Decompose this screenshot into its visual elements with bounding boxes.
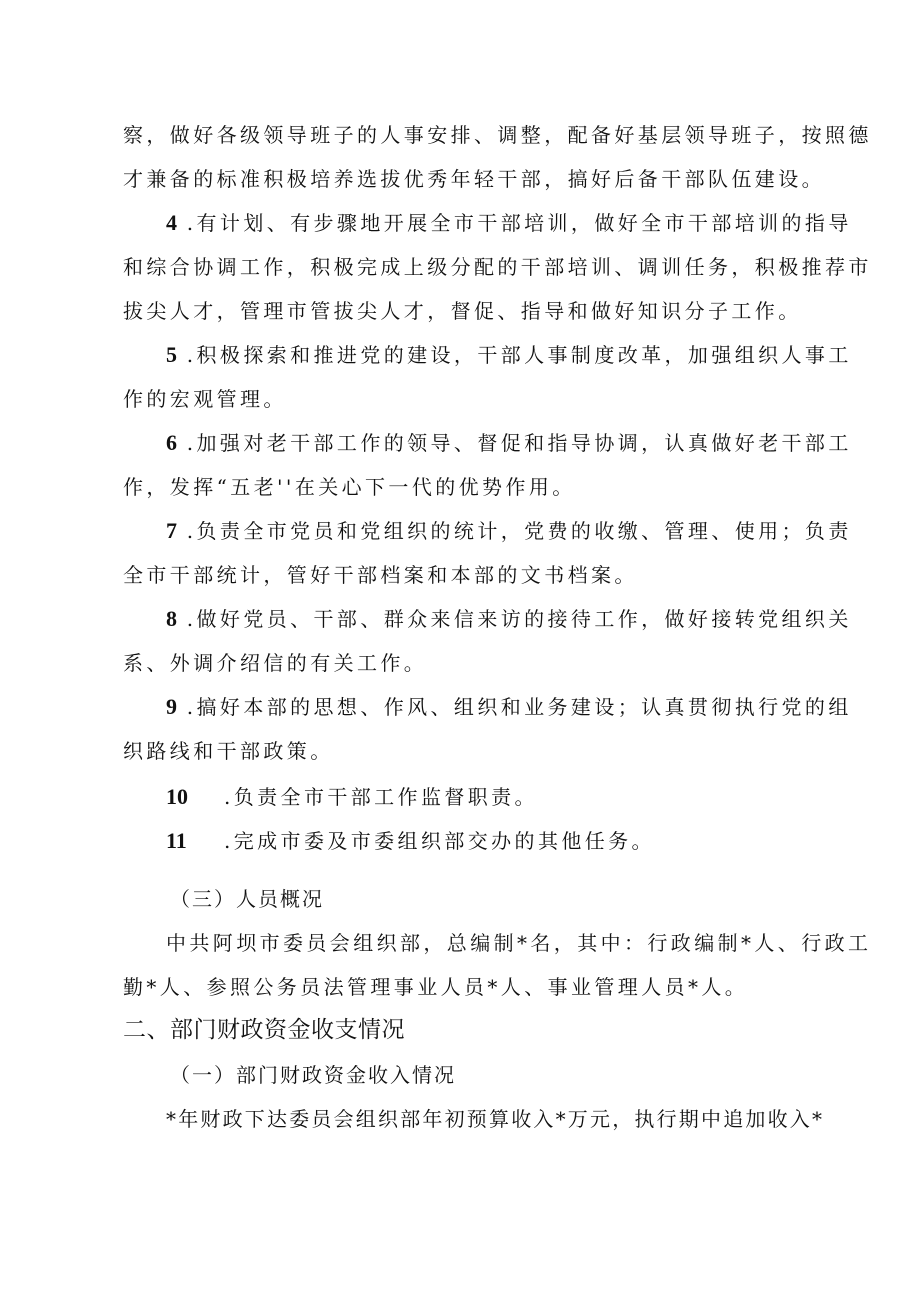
item-text: .有计划、有步骤地开展全市干部培训，做好全市干部培训的指导 [177,211,852,235]
paragraph-line: 中共阿坝市委员会组织部，总编制*名，其中：行政编制*人、行政工 [166,931,872,955]
item-number: 10 [166,784,188,809]
paragraph-line: 勤*人、参照公务员法管理事业人员*人、事业管理人员*人。 [123,975,749,999]
list-item-10 [166,782,856,812]
paragraph-line: *年财政下达委员会组织部年初预算收入*万元，执行期中追加收入* [166,1107,825,1131]
list-item-4 [166,208,856,238]
list-item-8 [166,604,856,634]
text-line: 系、外调介绍信的有关工作。 [123,651,428,675]
section-heading: 二、部门财政资金收支情况 [123,1017,405,1043]
subsection-title: （一）部门财政资金收入情况 [170,1063,456,1087]
item-text: .积极探索和推进党的建设，干部人事制度改革，加强组织人事工 [177,343,852,367]
text-line: 作，发挥“五老''在关心下一代的优势作用。 [123,475,576,499]
item-number: 4 [166,210,177,235]
item-number: 6 [166,430,177,455]
item-number: 9 [166,694,177,719]
item-text: .负责全市干部工作监督职责。 [224,785,538,809]
text-line: 察，做好各级领导班子的人事安排、调整，配备好基层领导班子，按照德 [123,123,872,147]
list-item-9 [166,692,856,722]
text-line: 拔尖人才，管理市管拔尖人才，督促、指导和做好知识分子工作。 [123,299,802,323]
item-number: 7 [166,518,177,543]
item-text: .负责全市党员和党组织的统计，党费的收缴、管理、使用；负责 [177,519,852,543]
list-item-5 [166,340,856,370]
section-title: （三）人员概况 [170,887,324,911]
item-number: 5 [166,342,177,367]
item-text: .做好党员、干部、群众来信来访的接待工作，做好接转党组织关 [177,607,852,631]
text-line: 全市干部统计，管好干部档案和本部的文书档案。 [123,563,638,587]
list-item-6 [166,428,856,458]
text-line: 织路线和干部政策。 [123,739,334,763]
list-item-7 [166,516,856,546]
item-number: 8 [166,606,177,631]
item-number: 11 [166,828,187,853]
item-text: .搞好本部的思想、作风、组织和业务建设；认真贯彻执行党的组 [177,695,852,719]
text-line: 才兼备的标准积极培养选拔优秀年轻干部，搞好后备干部队伍建设。 [123,167,825,191]
text-line: 作的宏观管理。 [123,387,287,411]
list-item-11 [166,826,856,856]
item-text: .加强对老干部工作的领导、督促和指导协调，认真做好老干部工 [177,431,852,455]
item-text: .完成市委及市委组织部交办的其他任务。 [224,829,655,853]
text-line: 和综合协调工作，积极完成上级分配的干部培训、调训任务，积极推荐市 [123,255,872,279]
